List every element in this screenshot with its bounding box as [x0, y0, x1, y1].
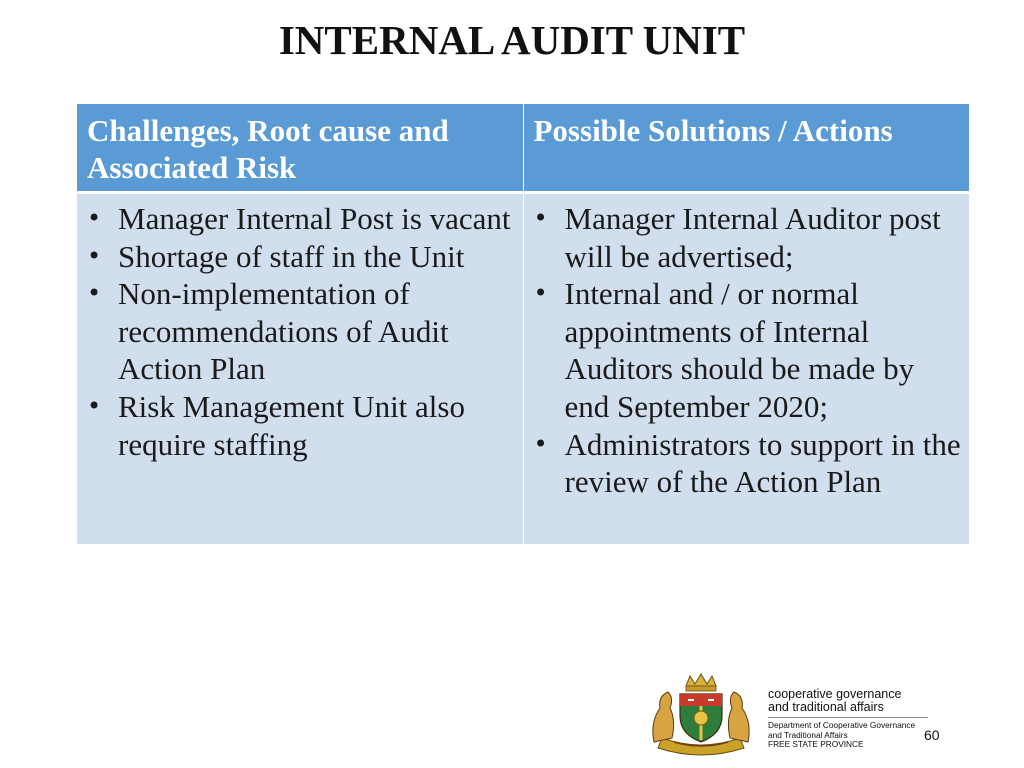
challenge-text: Risk Management Unit also require staffing [118, 388, 465, 462]
list-item [87, 388, 517, 463]
challenges-cell [77, 193, 523, 545]
bullet: • [87, 279, 102, 308]
bullet: • [533, 204, 548, 232]
department-name [768, 688, 928, 718]
table-header-row [77, 104, 969, 193]
challenge-text: Shortage of staff in the Unit [118, 238, 465, 274]
list-item [87, 200, 517, 238]
header-challenges: Challenges, Root cause and Associated Risk [77, 104, 523, 193]
dept-sub-line: FREE STATE PROVINCE [768, 739, 864, 749]
solutions-cell [523, 193, 969, 545]
solution-text: Administrators to support in the review of the Action Plan [564, 426, 961, 500]
solution-text: Manager Internal Auditor post will be advertised; [564, 201, 941, 274]
department-label [768, 688, 948, 750]
bullet: • [87, 204, 102, 232]
slide-title: INTERNAL AUDIT UNIT [278, 17, 746, 63]
list-item [87, 238, 517, 276]
list-item [534, 426, 964, 501]
department-subtitle [768, 721, 948, 750]
challenge-text: Non-implementation of recommendations of Audit Action Plan [118, 276, 449, 387]
solution-text: Internal and / or normal appointments of Internal Auditors should be made by end September 2020; [564, 276, 915, 424]
dept-name-line: cooperative governance [768, 687, 902, 701]
table-row [77, 193, 969, 545]
page-number: 60 [924, 727, 940, 743]
coat-of-arms-icon [648, 672, 754, 756]
header-solutions: Possible Solutions / Actions [523, 104, 969, 193]
bullet: • [87, 241, 102, 270]
dept-sub-line: Department of Cooperative Governance [768, 720, 916, 730]
dept-name-line: and traditional affairs [768, 700, 884, 714]
list-item [534, 200, 964, 275]
list-item [534, 275, 964, 425]
bullet: • [533, 279, 548, 308]
challenges-solutions-table [77, 103, 969, 545]
challenge-text: Manager Internal Post is vacant [118, 201, 511, 236]
bullet: • [533, 429, 548, 458]
bullet: • [87, 391, 102, 420]
list-item [87, 275, 517, 388]
dept-sub-line: and Traditional Affairs [768, 729, 848, 740]
solutions-list [534, 200, 964, 501]
challenges-list [87, 200, 517, 463]
